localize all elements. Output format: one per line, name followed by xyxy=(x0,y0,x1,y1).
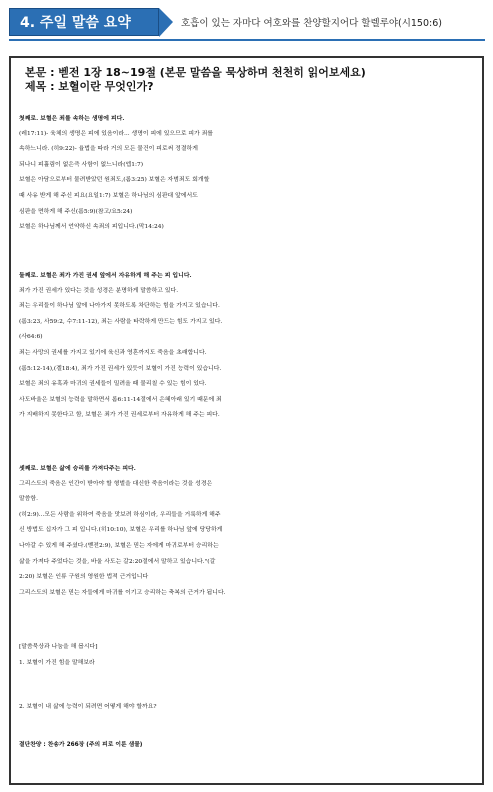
section-2-line: (롬5:12-14),(겔18:4), 죄가 가진 권세가 있듯이 보혈이 가진 능력이 있습니다. xyxy=(19,365,222,372)
meditation-heading: [말씀묵상과 나눔을 해 봅시다] xyxy=(19,644,98,650)
section-3-line: 나아갈 수 있게 해 주셨다.(벧전2:9), 보혈은 믿는 자에게 마귀로부터 승리하는 xyxy=(19,542,219,549)
scripture-block xyxy=(25,66,366,94)
scripture-reference: 본문 : 벧전 1장 18~19절 (본문 말씀을 묵상하며 천천히 읽어보세요) xyxy=(25,66,366,79)
section-tab: 4. 주일 말씀 요약 xyxy=(9,8,159,36)
section-3 xyxy=(19,461,476,601)
section-header xyxy=(9,8,485,40)
closing-hymn-block xyxy=(19,738,476,754)
section-1-line: 보혈은 하나님께서 언약하신 속죄의 피입니다.(막14:24) xyxy=(19,224,164,231)
section-2-line: 보혈은 죄의 유혹과 마귀의 권세들이 밀려올 때 물리칠 수 있는 힘이 있다. xyxy=(19,381,207,388)
section-1 xyxy=(19,111,476,236)
meditation-question-2: 2. 보혈이 내 삶에 능력이 되려면 어떻게 해야 할까요? xyxy=(19,704,157,710)
section-3-line: 삶을 가져다 주었다는 것을, 바울 사도는 갈2:20절에서 말하고 있습니다."(갈 xyxy=(19,558,216,565)
section-2-line: 죄는 우리들이 하나님 앞에 나아가지 못하도록 차단하는 힘을 가지고 있습니다. xyxy=(19,303,220,310)
section-1-line: 되나니 피흘림이 없은즉 사함이 없느니라(엡1:7) xyxy=(19,161,143,168)
section-3-line: 그리스도의 죽음은 인간이 받아야 할 형벌을 대신한 죽음이라는 것을 성경은 xyxy=(19,480,213,487)
section-3-line: (히2:9)...모든 사람을 위하여 죽음을 맛보려 하심이라, 우리들을 거룩하게 해주 xyxy=(19,511,221,518)
section-3-line: 신 방법도 십자가 그 피 입니다.(히10:10), 보혈은 우리를 하나님 앞에 당당하게 xyxy=(19,527,223,534)
section-2-title: 둘째로. 보혈은 죄가 가진 권세 앞에서 자유하게 해 주는 피 입니다. xyxy=(19,272,192,279)
section-3-title: 셋째로. 보혈은 삶에 승리를 가져다주는 피다. xyxy=(19,465,136,472)
closing-hymn: 결단찬양 : 찬송가 266장 (주의 피로 이룬 샘물) xyxy=(19,742,143,748)
section-1-line: 때 사유 받게 해 주신 피요(요일1:7) 보혈은 하나님의 심판대 앞에서도 xyxy=(19,192,198,199)
sermon-summary-box xyxy=(9,56,484,785)
section-1-line: 심판을 면하게 해 주신(롬5:9)(참고/요5:24) xyxy=(19,208,133,215)
section-3-line: 말씀함. xyxy=(19,496,38,503)
section-2-line: 죄가 가진 권세가 있다는 것을 성경은 분명하게 말씀하고 있다. xyxy=(19,287,179,294)
section-3-line: 2:20) 보혈은 인류 구원의 영원한 법적 근거입니다 xyxy=(19,574,149,581)
tab-arrow-shape xyxy=(159,8,173,37)
meditation-block xyxy=(19,640,476,671)
section-2 xyxy=(19,268,476,424)
section-1-title: 첫째로. 보혈은 죄를 속하는 생명에 피다. xyxy=(19,115,125,122)
section-1-line: 보혈은 아담으로부터 물려받았던 원죄도,(롬3:25) 보혈은 자범죄도 회개할 xyxy=(19,177,210,184)
section-2-line: (사64:6) xyxy=(19,334,43,341)
meditation-block-2 xyxy=(19,700,476,716)
section-1-line: 속하느니라. (히9:22)- 율법을 따라 거의 모든 물건이 피로써 정결하게 xyxy=(19,146,198,153)
section-2-line: (롬3:23, 사59:2, 수7:11-12), 죄는 사람을 타락하게 만드는 힘도 가지고 있다. xyxy=(19,318,223,325)
section-2-line: 사도바울은 보혈의 능력을 말하면서 롬6:11-14절에서 은혜아래 있기 때문에 죄 xyxy=(19,396,222,403)
section-2-line: 가 지배하지 못한다고 함, 보혈은 죄가 가진 권세로부터 자유하게 해 주는 피다. xyxy=(19,412,220,419)
section-3-line: 그리스도의 보혈은 믿는 자들에게 마귀를 이기고 승리하는 축복의 근거가 됩니다. xyxy=(19,589,226,596)
sermon-title: 제목 : 보혈이란 무엇인가? xyxy=(25,80,154,93)
section-1-line: (레17:11)- 육체의 생명은 피에 있음이라... 생명이 피에 있으므로 피가 죄를 xyxy=(19,130,213,137)
section-2-line: 죄는 사망의 권세를 가지고 있기에 육신과 영혼까지도 죽음을 초래합니다. xyxy=(19,349,207,356)
header-verse: 호흡이 있는 자마다 여호와를 찬양할지어다 할렐루야(시150:6) xyxy=(181,18,442,29)
header-divider xyxy=(9,39,485,41)
meditation-question-1: 1. 보혈이 가진 힘을 말해보라 xyxy=(19,659,95,666)
